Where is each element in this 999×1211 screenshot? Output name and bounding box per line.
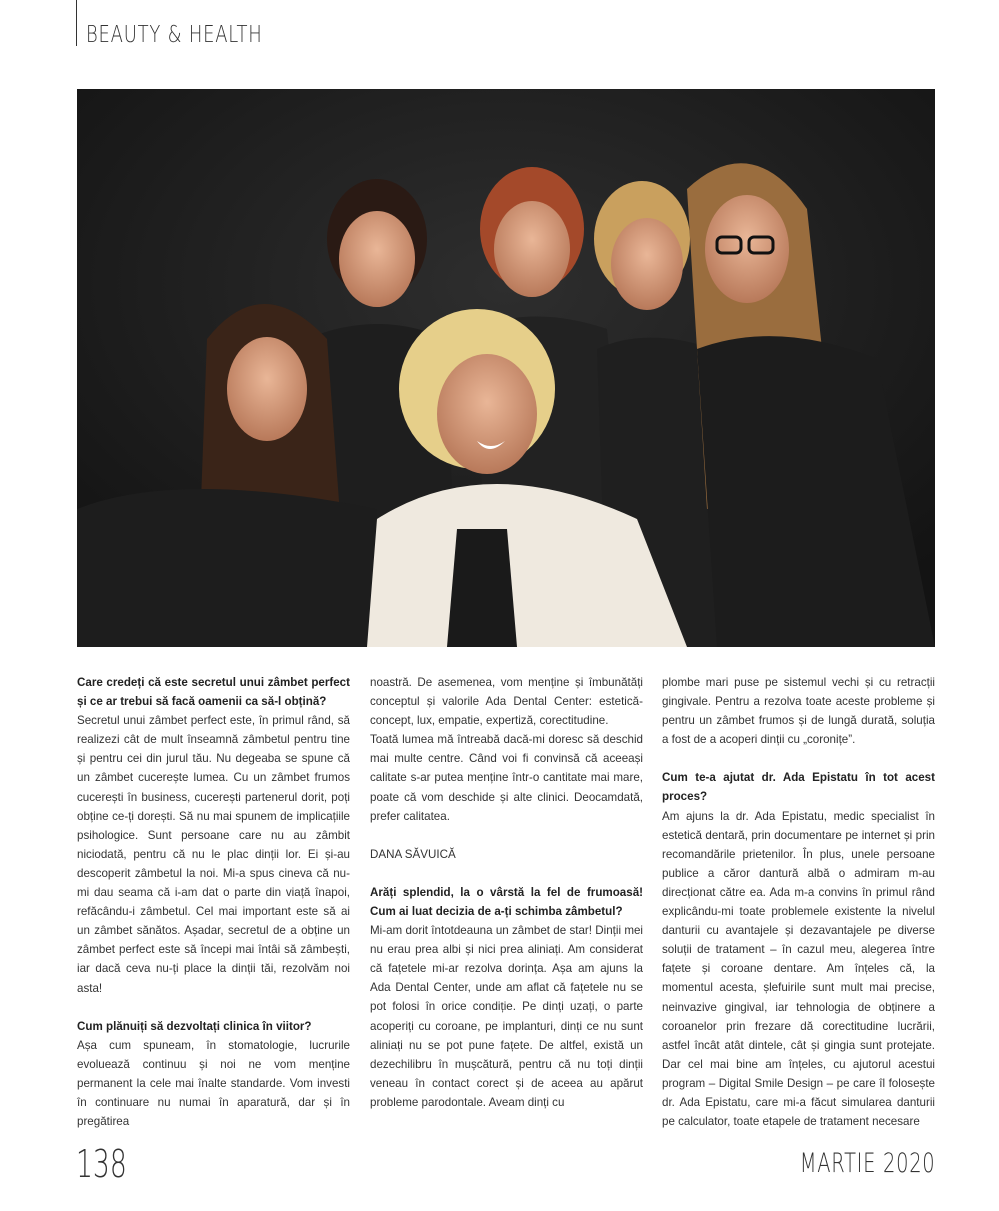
- article-column-3: [662, 673, 935, 1131]
- paragraph: noastră. De asemenea, vom menține și îmbunătăți conceptul și valorile Ada Dental Center: estetică-concept, lux, empatie, expertiză, corectitudine.: [370, 676, 643, 728]
- interview-question: Cum plănuiți să dezvoltați clinica în viitor?: [77, 1019, 312, 1033]
- paragraph-gap: [370, 864, 643, 883]
- interview-question: Arăți splendid, la o vârstă la fel de frumoasă! Cum ai luat decizia de a-ți schimba zâmbetul?: [370, 885, 643, 918]
- page-number: 138: [76, 1142, 127, 1186]
- paragraph-gap: [77, 998, 350, 1017]
- article-column-2: [370, 673, 643, 1112]
- article-column-1: [77, 673, 350, 1131]
- paragraph-gap: [662, 749, 935, 768]
- team-photo: [77, 89, 935, 647]
- header-divider: [76, 0, 77, 46]
- paragraph: Toată lumea mă întreabă dacă-mi doresc să deschid mai multe centre. Când voi fi convinsă că aceeași calitate s-ar putea menține într-o cantitate mai mare, poate că vom deschide și alte clinici. Deocamdată, prefer calitatea.: [370, 733, 643, 823]
- paragraph: DANA SĂVUICĂ: [370, 847, 456, 861]
- interview-question: Cum te-a ajutat dr. Ada Epistatu în tot acest proces?: [662, 771, 935, 804]
- paragraph: Am ajuns la dr. Ada Epistatu, medic specialist în estetică dentară, prin documentare pe internet și prin recomandările prietenilor. În plus, unele persoane publice a căror dantură albă o admiram m-au direcționat către ea. Ada m-a convins în primul rând explicându-mi toate problemele existente la nivelul danturii cu avantajele și dezavantajele pe diverse soluții de tratament – în cazul meu, alegerea între fațete și coroane dentare. Am înțeles că, la momentul acesta, șlefuirile sunt mult mai precise, neinvazive gingival, iar tehnologia de obținere a coroanelor prin frezare dă corectitudine lucrării, astfel încât atât dintele, cât și gingia sunt protejate. Dar cel mai bine am înțeles, cu ajutorul acestui program – Digital Smile Design – pe care îl folosește dr. Ada Epistatu, care mi-a făcut simularea danturii pe calculator, toate etapele de tratament necesare: [662, 809, 935, 1129]
- paragraph: plombe mari puse pe sistemul vechi și cu retracții gingivale. Pentru a rezolva toate aceste probleme și pentru un zâmbet frumos și de lungă durată, soluția a fost de a acoperi dinții cu „coronițe”.: [662, 676, 935, 747]
- paragraph: Mi-am dorit întotdeauna un zâmbet de star! Dinții mei nu erau prea albi și nici prea aliniați. Am considerat că fațetele mi-ar rezolva dorința. Așa am ajuns la Ada Dental Center, unde am aflat că fațetele nu se pot folosi în orice condiție. Pe dinți uzați, o parte acoperiți cu coroane, pe implanturi, dinți ce nu sunt aliniați nu se pot pune fațete. De altfel, există un dezechilibru în mușcătură, pentru că nu toți dinții veneau în contact corect și de aceea au apărut probleme parodontale. Aveam dinți cu: [370, 924, 643, 1109]
- paragraph-gap: [370, 826, 643, 845]
- paragraph: Așa cum spuneam, în stomatologie, lucrurile evoluează continuu și noi ne vom menține permanent la cele mai înalte standarde. Vom investi în continuare nu numai în aparatură, dar și în pregătirea: [77, 1038, 350, 1129]
- paragraph: Secretul unui zâmbet perfect este, în primul rând, să realizezi cât de mult înseamnă zâmbetul pentru tine și pentru cei din jurul tău. Nu degeaba se spune că un zâmbet cucerește lumea. Cu un zâmbet frumos cucerești în business, cucerești partenerul dorit, poți obține ce-ți dorești. Să nu mai spunem de implicațiile psihologice. Sunt persoane care nu au zâmbit niciodată, pentru că nu le plac dinții lor. Ei și-au descoperit zâmbetul la noi. Mi-a spus cineva că nu-mi dau seama că i-am dat o parte din viață înapoi, refăcându-i zâmbetul. Cel mai important este să ai un zâmbet sănătos. Așadar, secretul de a obține un zâmbet perfect este să începi mai întâi să zâmbești, iar dacă ceva nu-ți place la dinții tăi, rezolvăm noi asta!: [77, 714, 350, 995]
- issue-date: MARTIE 2020: [799, 1148, 935, 1179]
- interview-question: Care credeți că este secretul unui zâmbet perfect și ce ar trebui să facă oamenii ca să-l obțină?: [77, 676, 350, 709]
- section-title: BEAUTY & HEALTH: [86, 22, 263, 48]
